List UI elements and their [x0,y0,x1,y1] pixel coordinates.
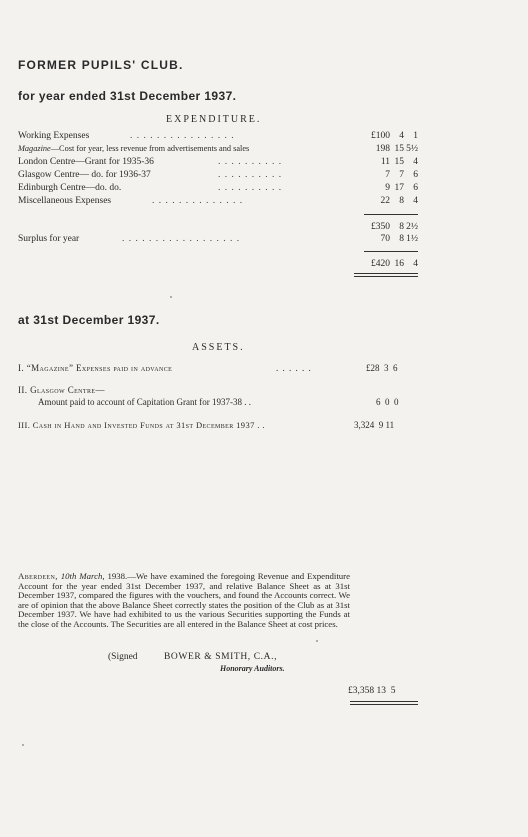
paper-speck [22,744,24,746]
leader-dots: . . . . . . . . . . . . . . [152,196,244,206]
surplus-amount: 70 8 1½ [380,234,418,244]
expenditure-amount: 198 15 5½ [375,144,418,154]
final-rule-top [350,701,418,702]
surplus-label: Surplus for year [18,234,80,244]
signature-line [108,652,278,662]
expenditure-label: Miscellaneous Expenses [18,196,112,206]
leader-dots: . . . . . . . . . . . . . . . . . . [122,234,241,244]
expenditure-label: Magazine—Cost for year, less revenue from advertisements and sales [18,144,250,153]
surplus-row [18,233,418,245]
asset-amount: £28 3 6 [366,363,398,373]
expenditure-amount: 7 7 6 [385,170,418,180]
subtotal-amount: £350 8 2½ [371,222,418,232]
total-amount: £420 16 4 [371,259,418,269]
double-rule-top [354,273,418,274]
subtotal-rule [364,214,418,215]
signed-label: (Signed [108,652,138,662]
expenditure-row [18,182,418,194]
expenditure-amount: 9 17 6 [385,183,418,193]
asset-label: III. Cash in Hand and Invested Funds at 31st December 1937 . . [18,420,265,430]
asset-label: II. Glasgow Centre— [18,385,105,395]
document-page: FORMER PUPILS' CLUB. for year ended 31st December 1937. EXPENDITURE. Working Expenses . . . . . . . . . . . . . . . . £100 4 1 Magazine—Cost for year, less revenue from advertisements and sales 198 15 5½ London Centre—Grant for 1935-36 . . . . . . . . . . 11 15 4 Glasgow Centre— do. for 1936-37 . . . . . . . . . . 7 7 6 Edinburgh Centre—do. do. . . . . . . . . . . 9 17 6 Miscellaneous Expenses . . . . . . . . . . . . . . 22 8 4 £350 8 2½ Surplus for year . . . . . . . . . . . . . . . . . . 70 8 1½ £420 16 4 at 31st December 1937. ASSETS. I. “Magazine” Expenses paid in advance . . . . . . £28 3 6 II. Glasgow Centre— Amount paid to account of Capitation Grant for 1937-38 . . 6 0 0 III. Cash in Hand and Invested Funds at 31st December 1937 . . 3,324 9 11 Aberdeen, 10th March, 1938.—We have examined the foregoing Revenue and Expenditure Account for the year ended 31st December 1937, and relative Balance Sheet as at 31st December 1937, compared the figures with the vouchers, and found the Accounts correct. We are of opinion that the above Balance Sheet correctly states the position of the Club as at 31st December 1937. We have had exhibited to us the various Securities supporting the Funds at the close of the Accounts. The Securities are all entered in the Balance Sheet at cost prices. (Signed BOWER & SMITH, C.A., Honorary Auditors. £3,358 13 5 [0,0,528,837]
expenditure-row [18,195,418,207]
assets-heading: ASSETS. [192,342,245,353]
expenditure-row [18,169,418,181]
asset-label: I. “Magazine” Expenses paid in advance [18,363,173,373]
subtotal-row [18,221,418,233]
expenditure-amount: £100 4 1 [371,131,418,141]
asset-row [18,419,428,431]
expenditure-row [18,156,418,168]
total-row [18,258,418,270]
asset-amount: 6 0 0 [376,397,399,407]
expenditure-heading: EXPENDITURE. [166,114,262,125]
balance-sheet-date-heading: at 31st December 1937. [18,313,160,327]
leader-dots: . . . . . . . . . . . . . . . . [130,131,235,141]
final-rule-bottom [350,704,418,705]
total-rule [364,251,418,252]
asset-sublabel: Amount paid to account of Capitation Grant for 1937-38 . . [38,397,251,407]
expenditure-row [18,130,418,142]
expenditure-label: Working Expenses [18,131,90,141]
expenditure-label: London Centre—Grant for 1935-36 [18,157,154,167]
double-rule-bottom [354,276,418,277]
leader-dots: . . . . . . . . . . [218,183,283,193]
asset-amount: 3,324 9 11 [354,420,395,430]
leader-dots: . . . . . . [276,363,312,373]
expenditure-amount: 11 15 4 [380,157,418,167]
club-title: FORMER PUPILS' CLUB. [18,58,184,72]
asset-row-detail [38,396,428,408]
paper-speck [316,640,318,642]
paper-speck [170,296,172,298]
expenditure-amount: 22 8 4 [380,196,418,206]
asset-row [18,362,428,374]
leader-dots: . . . . . . . . . . [218,170,283,180]
expenditure-row [18,143,418,155]
expenditure-label: Edinburgh Centre—do. do. [18,183,122,193]
auditors-title: Honorary Auditors. [220,664,285,673]
leader-dots: . . . . . . . . . . [218,157,283,167]
asset-row [18,384,428,396]
year-heading: for year ended 31st December 1937. [18,89,237,103]
auditor-firm: BOWER & SMITH, C.A., [164,652,278,662]
auditor-statement: Aberdeen, 10th March, 1938.—We have examined the foregoing Revenue and Expenditure Account for the year ended 31st December 1937, and relative Balance Sheet as at 31st December 1937, compared the figures with the vouchers, and found the Accounts correct. We are of opinion that the above Balance Sheet correctly states the position of the Club as at 31st December 1937. We have had exhibited to us the various Securities supporting the Funds at the close of the Accounts. The Securities are all entered in the Balance Sheet at cost prices. [18,571,350,629]
expenditure-label: Glasgow Centre— do. for 1936-37 [18,170,151,180]
